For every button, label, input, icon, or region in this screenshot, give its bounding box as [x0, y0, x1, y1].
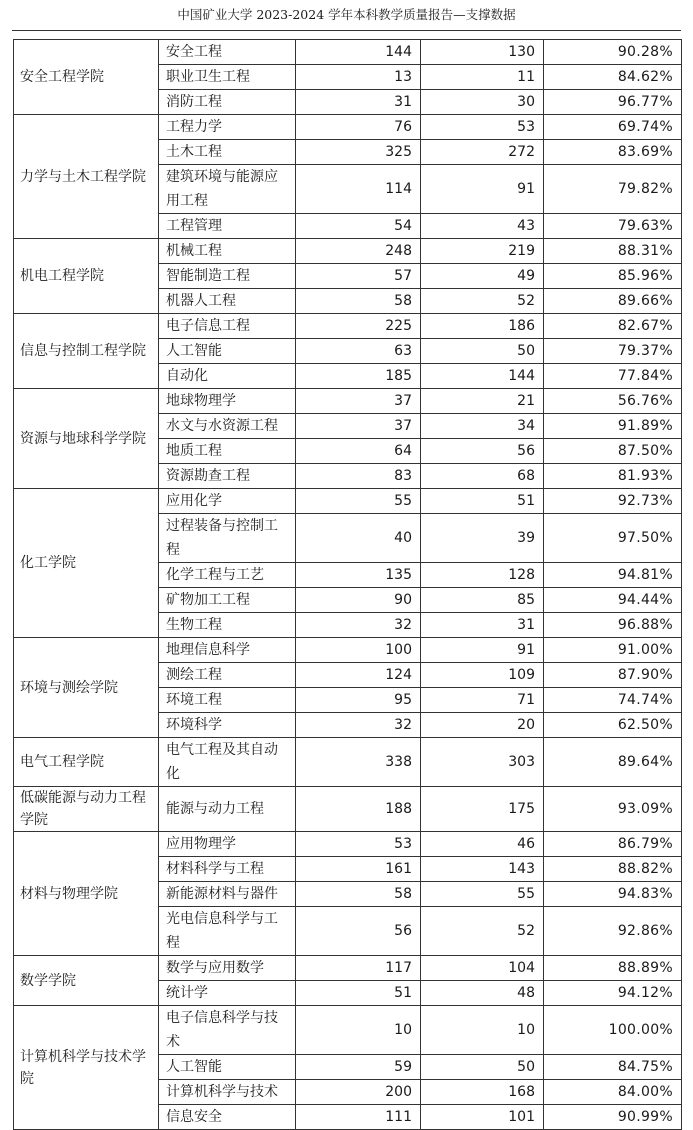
college-cell: 环境与测绘学院	[14, 638, 159, 738]
count-a-cell: 117	[296, 956, 421, 981]
college-cell: 安全工程学院	[14, 40, 159, 115]
count-b-cell: 46	[421, 832, 544, 857]
count-b-cell: 104	[421, 956, 544, 981]
major-cell: 土木工程	[159, 140, 296, 165]
major-cell: 水文与水资源工程	[159, 414, 296, 439]
header-rule	[12, 30, 681, 31]
table-row	[14, 314, 682, 339]
count-a-cell: 53	[296, 832, 421, 857]
rate-cell: 88.89%	[544, 956, 682, 981]
table-row	[14, 239, 682, 264]
major-cell: 过程装备与控制工程	[159, 514, 296, 563]
count-b-cell: 130	[421, 40, 544, 65]
rate-cell: 91.89%	[544, 414, 682, 439]
college-cell: 数学学院	[14, 956, 159, 1006]
rate-cell: 87.50%	[544, 439, 682, 464]
count-a-cell: 31	[296, 90, 421, 115]
major-cell: 电子信息工程	[159, 314, 296, 339]
major-cell: 机器人工程	[159, 289, 296, 314]
count-b-cell: 34	[421, 414, 544, 439]
count-a-cell: 114	[296, 165, 421, 214]
major-cell: 能源与动力工程	[159, 787, 296, 832]
count-a-cell: 37	[296, 389, 421, 414]
rate-cell: 90.99%	[544, 1105, 682, 1130]
rate-cell: 79.37%	[544, 339, 682, 364]
major-cell: 生物工程	[159, 613, 296, 638]
count-b-cell: 144	[421, 364, 544, 389]
major-cell: 工程管理	[159, 214, 296, 239]
count-a-cell: 63	[296, 339, 421, 364]
rate-cell: 81.93%	[544, 464, 682, 489]
count-b-cell: 109	[421, 663, 544, 688]
rate-cell: 88.31%	[544, 239, 682, 264]
major-cell: 材料科学与工程	[159, 857, 296, 882]
count-a-cell: 95	[296, 688, 421, 713]
count-a-cell: 13	[296, 65, 421, 90]
major-cell: 地理信息科学	[159, 638, 296, 663]
count-a-cell: 248	[296, 239, 421, 264]
table-row	[14, 489, 682, 514]
table-body	[14, 40, 682, 1130]
major-cell: 智能制造工程	[159, 264, 296, 289]
count-a-cell: 100	[296, 638, 421, 663]
count-a-cell: 76	[296, 115, 421, 140]
rate-cell: 94.81%	[544, 563, 682, 588]
major-cell: 人工智能	[159, 1055, 296, 1080]
rate-cell: 79.82%	[544, 165, 682, 214]
rate-cell: 79.63%	[544, 214, 682, 239]
count-a-cell: 338	[296, 738, 421, 787]
count-b-cell: 186	[421, 314, 544, 339]
count-b-cell: 71	[421, 688, 544, 713]
count-a-cell: 161	[296, 857, 421, 882]
count-a-cell: 37	[296, 414, 421, 439]
count-b-cell: 11	[421, 65, 544, 90]
college-cell: 力学与土木工程学院	[14, 115, 159, 239]
major-cell: 环境工程	[159, 688, 296, 713]
count-b-cell: 20	[421, 713, 544, 738]
rate-cell: 85.96%	[544, 264, 682, 289]
count-a-cell: 200	[296, 1080, 421, 1105]
major-cell: 环境科学	[159, 713, 296, 738]
count-a-cell: 58	[296, 289, 421, 314]
major-cell: 数学与应用数学	[159, 956, 296, 981]
count-b-cell: 52	[421, 289, 544, 314]
major-cell: 新能源材料与器件	[159, 882, 296, 907]
table-row	[14, 638, 682, 663]
college-cell: 化工学院	[14, 489, 159, 638]
rate-cell: 74.74%	[544, 688, 682, 713]
rate-cell: 96.88%	[544, 613, 682, 638]
count-b-cell: 85	[421, 588, 544, 613]
rate-cell: 94.12%	[544, 981, 682, 1006]
rate-cell: 92.86%	[544, 907, 682, 956]
rate-cell: 100.00%	[544, 1006, 682, 1055]
college-cell: 机电工程学院	[14, 239, 159, 314]
count-b-cell: 128	[421, 563, 544, 588]
major-cell: 地球物理学	[159, 389, 296, 414]
rate-cell: 83.69%	[544, 140, 682, 165]
major-cell: 资源勘查工程	[159, 464, 296, 489]
count-b-cell: 30	[421, 90, 544, 115]
count-b-cell: 143	[421, 857, 544, 882]
rate-cell: 97.50%	[544, 514, 682, 563]
rate-cell: 96.77%	[544, 90, 682, 115]
count-a-cell: 90	[296, 588, 421, 613]
count-b-cell: 272	[421, 140, 544, 165]
header-title: 中国矿业大学 2023-2024 学年本科教学质量报告—支撑数据	[177, 7, 516, 22]
major-cell: 电气工程及其自动化	[159, 738, 296, 787]
count-b-cell: 10	[421, 1006, 544, 1055]
count-a-cell: 111	[296, 1105, 421, 1130]
count-a-cell: 51	[296, 981, 421, 1006]
count-b-cell: 101	[421, 1105, 544, 1130]
count-a-cell: 124	[296, 663, 421, 688]
count-b-cell: 50	[421, 339, 544, 364]
major-cell: 机械工程	[159, 239, 296, 264]
count-a-cell: 54	[296, 214, 421, 239]
count-a-cell: 144	[296, 40, 421, 65]
major-cell: 测绘工程	[159, 663, 296, 688]
rate-cell: 93.09%	[544, 787, 682, 832]
rate-cell: 90.28%	[544, 40, 682, 65]
major-cell: 应用化学	[159, 489, 296, 514]
count-a-cell: 325	[296, 140, 421, 165]
rate-cell: 89.64%	[544, 738, 682, 787]
major-cell: 消防工程	[159, 90, 296, 115]
page-header	[0, 0, 693, 32]
employment-table	[13, 39, 682, 1130]
major-cell: 电子信息科学与技术	[159, 1006, 296, 1055]
college-cell: 计算机科学与技术学院	[14, 1006, 159, 1130]
count-a-cell: 188	[296, 787, 421, 832]
count-a-cell: 59	[296, 1055, 421, 1080]
count-b-cell: 91	[421, 638, 544, 663]
count-b-cell: 56	[421, 439, 544, 464]
count-b-cell: 303	[421, 738, 544, 787]
count-b-cell: 43	[421, 214, 544, 239]
major-cell: 工程力学	[159, 115, 296, 140]
count-b-cell: 52	[421, 907, 544, 956]
college-cell: 资源与地球科学学院	[14, 389, 159, 489]
count-a-cell: 58	[296, 882, 421, 907]
major-cell: 职业卫生工程	[159, 65, 296, 90]
rate-cell: 86.79%	[544, 832, 682, 857]
major-cell: 应用物理学	[159, 832, 296, 857]
table-row	[14, 787, 682, 832]
count-b-cell: 168	[421, 1080, 544, 1105]
count-a-cell: 83	[296, 464, 421, 489]
rate-cell: 84.00%	[544, 1080, 682, 1105]
count-a-cell: 225	[296, 314, 421, 339]
rate-cell: 87.90%	[544, 663, 682, 688]
count-b-cell: 51	[421, 489, 544, 514]
table-row	[14, 40, 682, 65]
rate-cell: 92.73%	[544, 489, 682, 514]
count-b-cell: 21	[421, 389, 544, 414]
major-cell: 建筑环境与能源应用工程	[159, 165, 296, 214]
table-row	[14, 738, 682, 787]
rate-cell: 94.83%	[544, 882, 682, 907]
rate-cell: 77.84%	[544, 364, 682, 389]
count-b-cell: 48	[421, 981, 544, 1006]
major-cell: 信息安全	[159, 1105, 296, 1130]
rate-cell: 89.66%	[544, 289, 682, 314]
major-cell: 安全工程	[159, 40, 296, 65]
major-cell: 光电信息科学与工程	[159, 907, 296, 956]
college-cell: 材料与物理学院	[14, 832, 159, 956]
major-cell: 人工智能	[159, 339, 296, 364]
count-a-cell: 135	[296, 563, 421, 588]
count-b-cell: 49	[421, 264, 544, 289]
count-b-cell: 31	[421, 613, 544, 638]
count-a-cell: 32	[296, 713, 421, 738]
table-row	[14, 832, 682, 857]
table-row	[14, 115, 682, 140]
major-cell: 统计学	[159, 981, 296, 1006]
major-cell: 自动化	[159, 364, 296, 389]
rate-cell: 62.50%	[544, 713, 682, 738]
rate-cell: 69.74%	[544, 115, 682, 140]
table-row	[14, 956, 682, 981]
major-cell: 计算机科学与技术	[159, 1080, 296, 1105]
rate-cell: 56.76%	[544, 389, 682, 414]
college-cell: 低碳能源与动力工程学院	[14, 787, 159, 832]
count-b-cell: 68	[421, 464, 544, 489]
count-b-cell: 91	[421, 165, 544, 214]
count-a-cell: 185	[296, 364, 421, 389]
college-cell: 电气工程学院	[14, 738, 159, 787]
count-a-cell: 56	[296, 907, 421, 956]
major-cell: 地质工程	[159, 439, 296, 464]
rate-cell: 82.67%	[544, 314, 682, 339]
major-cell: 化学工程与工艺	[159, 563, 296, 588]
college-cell: 信息与控制工程学院	[14, 314, 159, 389]
count-b-cell: 219	[421, 239, 544, 264]
count-a-cell: 32	[296, 613, 421, 638]
rate-cell: 84.75%	[544, 1055, 682, 1080]
count-a-cell: 57	[296, 264, 421, 289]
count-a-cell: 64	[296, 439, 421, 464]
major-cell: 矿物加工工程	[159, 588, 296, 613]
count-b-cell: 55	[421, 882, 544, 907]
rate-cell: 84.62%	[544, 65, 682, 90]
count-a-cell: 55	[296, 489, 421, 514]
count-b-cell: 39	[421, 514, 544, 563]
count-b-cell: 53	[421, 115, 544, 140]
count-b-cell: 50	[421, 1055, 544, 1080]
count-a-cell: 10	[296, 1006, 421, 1055]
table-row	[14, 1006, 682, 1055]
rate-cell: 88.82%	[544, 857, 682, 882]
rate-cell: 94.44%	[544, 588, 682, 613]
rate-cell: 91.00%	[544, 638, 682, 663]
table-row	[14, 389, 682, 414]
count-b-cell: 175	[421, 787, 544, 832]
count-a-cell: 40	[296, 514, 421, 563]
